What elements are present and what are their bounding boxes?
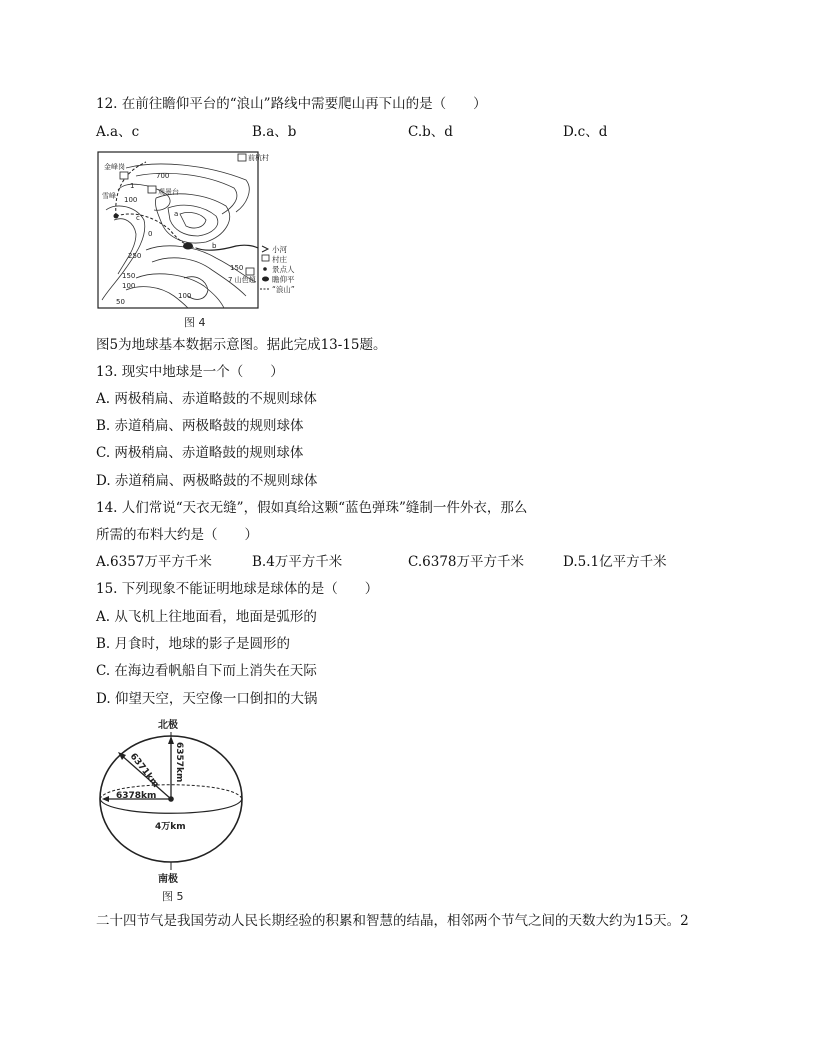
map-label-contour: 0 <box>148 230 153 238</box>
q14-stem-line1: 14. 人们常说“天衣无缝”，假如真给这颗“蓝色弹珠”缝制一件外衣，那么 <box>96 500 528 516</box>
q12-stem: 12. 在前往瞻仰平台的“浪山”路线中需要爬山再下山的是（ ） <box>96 96 487 112</box>
map-label-village: 前杭村 <box>248 154 269 162</box>
map-legend <box>260 244 295 294</box>
q15-option-d: D. 仰望天空，天空像一口倒扣的大锅 <box>96 691 318 707</box>
south-pole-label: 南极 <box>158 874 178 885</box>
q12-option-a: A.a、c <box>96 124 140 140</box>
q14-option-d: D.5.1亿平方千米 <box>563 554 667 570</box>
viewpoint-legend-icon <box>263 267 267 271</box>
map-label-contour: 250 <box>128 252 142 260</box>
polar-arrow-icon <box>168 736 174 744</box>
legend-platform: 瞻仰平 <box>272 275 295 284</box>
map-label-contour: 700 <box>156 172 170 180</box>
q15-option-c: C. 在海边看帆船自下而上消失在天际 <box>96 663 317 679</box>
legend-village: 村庄 <box>272 255 287 264</box>
q14-option-a: A.6357万平方千米 <box>96 554 212 570</box>
map-label-snow-peak: 雪峰 <box>102 192 116 200</box>
q15-option-b: B. 月食时，地球的影子是圆形的 <box>96 636 291 652</box>
q13-stem: 13. 现实中地球是一个（ ） <box>96 364 284 380</box>
village-icon <box>120 172 128 179</box>
intro-13-15: 图5为地球基本数据示意图。据此完成13-15题。 <box>96 337 387 353</box>
q14-stem-line2: 所需的布料大约是（ ） <box>96 527 258 543</box>
map-label-peak-d: 7 山色超 <box>228 276 256 284</box>
q13-option-c: C. 两极稍扁、赤道略鼓的规则球体 <box>96 445 304 461</box>
equatorial-arrow-icon <box>102 796 109 802</box>
viewpoint-icon <box>114 214 119 219</box>
q12-option-c: C.b、d <box>408 124 453 140</box>
map-label-marker: 1 <box>130 182 135 190</box>
map-label-contour: 150 <box>122 272 136 280</box>
q15-stem: 15. 下列现象不能证明地球是球体的是（ ） <box>96 581 379 597</box>
legend-trail: “浪山” <box>272 285 295 294</box>
earth-center-point <box>168 796 174 802</box>
figure-4-contour-map <box>96 150 310 332</box>
q15-option-a: A. 从飞机上往地面看，地面是弧形的 <box>96 609 317 625</box>
map-label-route-c: c <box>136 214 140 222</box>
map-label-contour: 50 <box>116 298 125 306</box>
village-icon <box>246 268 254 275</box>
q14-option-c: C.6378万平方千米 <box>408 554 524 570</box>
platform-icon <box>183 243 193 250</box>
equatorial-radius-label: 6378km <box>116 791 157 801</box>
q12-option-b: B.a、b <box>252 124 297 140</box>
map-label-contour: 150 <box>230 264 244 272</box>
village-icon <box>238 154 246 161</box>
map-label-route-b: b <box>212 242 217 250</box>
q13-option-d: D. 赤道稍扁、两极略鼓的不规则球体 <box>96 473 318 489</box>
map-label-route-a: a <box>174 210 179 218</box>
legend-viewpoint: 景点人 <box>272 265 295 274</box>
q13-option-a: A. 两极稍扁、赤道略鼓的不规则球体 <box>96 391 317 407</box>
village-legend-icon <box>262 255 269 261</box>
river-legend-icon <box>262 246 268 252</box>
map-label-peak: 金峰岗 <box>104 163 125 171</box>
mean-radius-label: 6371km <box>127 751 161 790</box>
figure-4-caption: 图 4 <box>184 316 206 329</box>
figure-5-caption: 图 5 <box>162 890 184 903</box>
map-label-viewpoint: 观景台 <box>158 188 179 196</box>
map-label-contour: 100 <box>178 292 192 300</box>
platform-legend-icon <box>262 277 269 282</box>
circumference-label: 4万km <box>155 822 186 832</box>
village-icon <box>148 186 156 193</box>
q12-option-d: D.c、d <box>563 124 608 140</box>
polar-radius-label: 6357km <box>174 742 184 783</box>
figure-5-earth-diagram <box>96 714 252 906</box>
q14-option-b: B.4万平方千米 <box>252 554 343 570</box>
legend-river: 小河 <box>272 245 287 254</box>
map-label-contour: 100 <box>122 282 136 290</box>
map-label-contour: 100 <box>124 196 138 204</box>
q13-option-b: B. 赤道稍扁、两极略鼓的规则球体 <box>96 418 304 434</box>
north-pole-label: 北极 <box>158 720 178 731</box>
solar-terms-paragraph: 二十四节气是我国劳动人民长期经验的积累和智慧的结晶，相邻两个节气之间的天数大约为15天。2 <box>96 913 689 929</box>
